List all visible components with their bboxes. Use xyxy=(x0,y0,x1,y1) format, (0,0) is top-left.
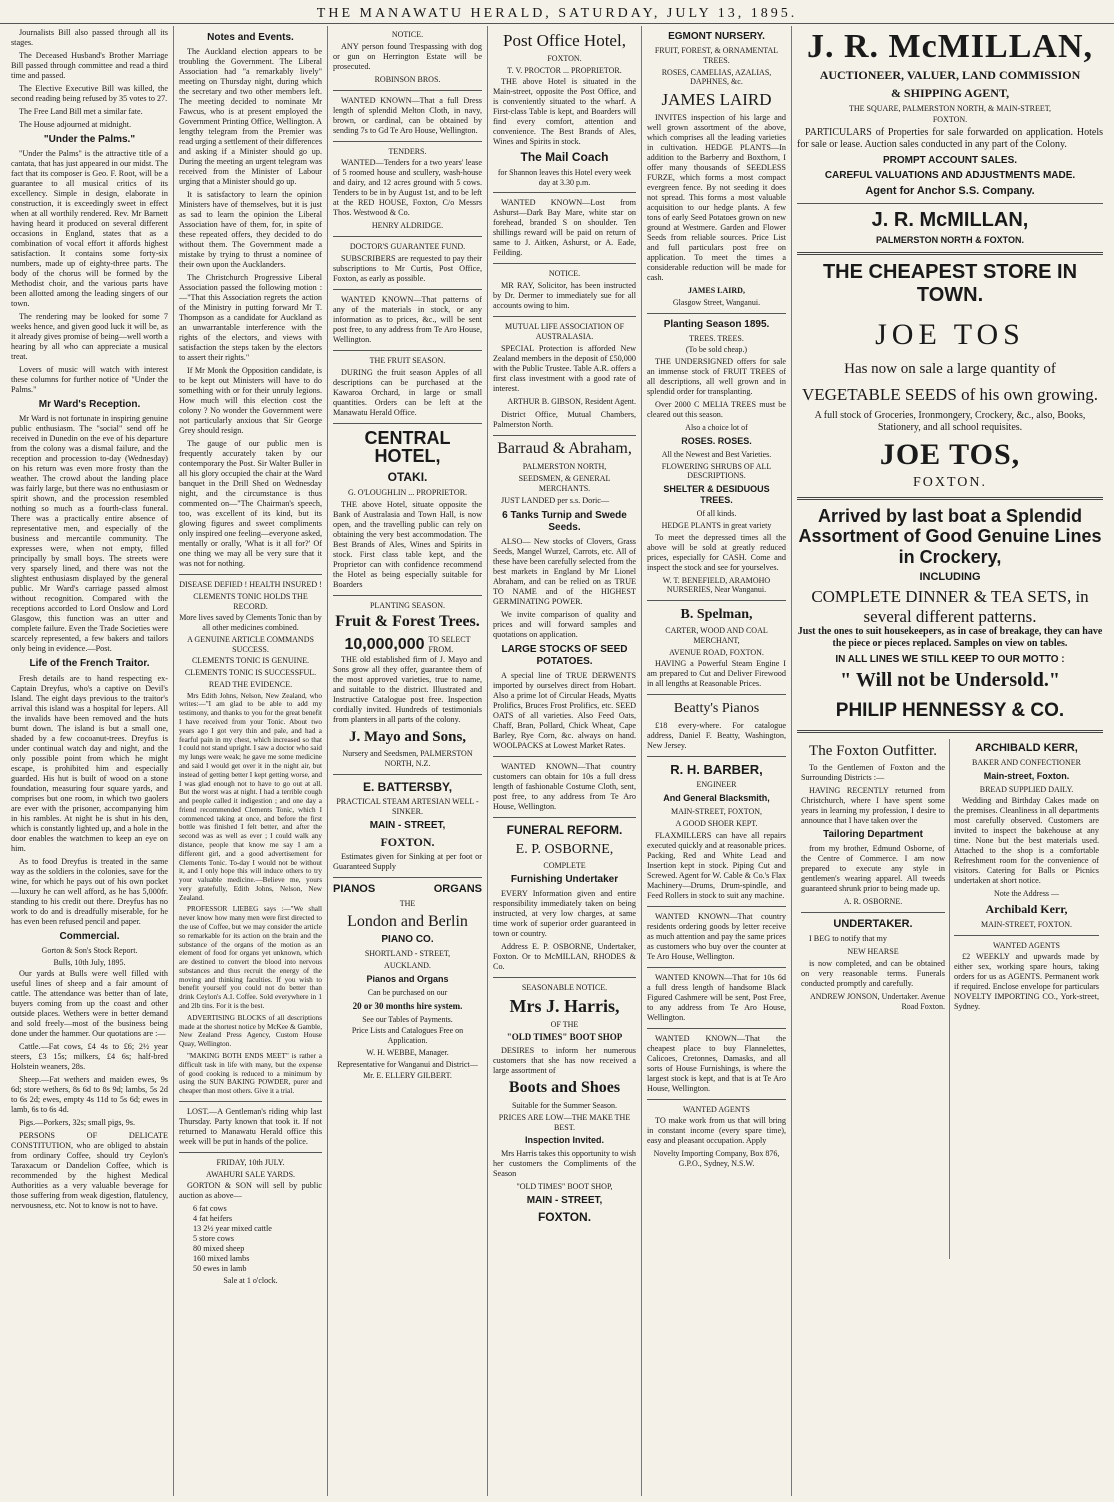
piano-city: AUCKLAND. xyxy=(384,961,431,971)
advert-firm: J. R. McMILLAN, xyxy=(806,28,1094,65)
address: Main-street, Foxton. xyxy=(983,770,1070,781)
piano-street: SHORTLAND - STREET, xyxy=(364,949,451,959)
divider xyxy=(493,435,636,436)
notice-paragraph: WANTED KNOWN—That country customers can obtain for 10s a full dress length of fashionable Costume Cloth, sent, post free, to any address from Te Aro House, Wellington. xyxy=(493,762,636,812)
sale-list-item: 6 fat cows xyxy=(193,1204,227,1214)
advert-heading: LARGE STOCKS OF SEED POTATOES. xyxy=(501,643,628,668)
address: Novelty Importing Company, Box 876, G.P.O., Sydney, N.S.W. xyxy=(653,1149,780,1169)
news-paragraph: The Deceased Husband's Brother Marriage Bill passed through committee and read a third time and passed. xyxy=(11,51,168,80)
advert-paragraph: Just the ones to suit housekeepers, as in case of breakage, they can have the piece or pieces replaced. Samples on view on tables. xyxy=(797,626,1103,650)
news-paragraph: "Under the Palms" is the attractive title of a cantata, that has just appeared in our midst. The fact that its composer is Geo. F. Root, will be a guarantee to all musical critics of its excellency. Simple in design, elaborate in construction, it is exceedingly sweet in effect when at all worthily rendered. Rev. Mr Barnett having heard it produced on several different occasions in England, states that as a combination of vocal effort it affords highest satisfaction. It contains some forty-six numbers, made up of eighty-three parts. The body of the chorus will be formed by the Methodist choir, and the various parts have been allotted among the leading singers of our town. xyxy=(11,149,168,309)
address: AVENUE ROAD, FOXTON. xyxy=(669,647,764,657)
address: MAIN-STREET, FOXTON, xyxy=(670,807,763,817)
divider xyxy=(179,574,322,575)
piano-line: See our Tables of Payments. xyxy=(362,1014,453,1024)
advert-trade: SEEDSMEN, & GENERAL MERCHANTS. xyxy=(518,474,611,493)
address: FOXTON. xyxy=(932,115,968,125)
piano-line: Price Lists and Catalogues Free on Application. xyxy=(351,1026,464,1045)
advert-line: Agent for Anchor S.S. Company. xyxy=(865,184,1035,197)
column-4 xyxy=(488,26,642,1496)
advert-heading: UNDERTAKER. xyxy=(833,917,913,930)
signature: HENRY ALDRIDGE. xyxy=(371,221,444,231)
advert-line: A GENUINE ARTICLE COMMANDS SUCCESS. xyxy=(187,634,314,654)
advert-paragraph: Wedding and Birthday Cakes made on the premises. Cleanliness in all departments most carefully observed. Customers are invited to inspect the bakehouse at any time. None but the best materials used. Attached to the shop is a comfortable Refreshment room for the convenience of visitors. Catering for Balls or Picnics undertaken at short notice. xyxy=(954,796,1099,886)
sale-list-item: 50 ewes in lamb xyxy=(193,1264,247,1274)
sale-time: Sale at 1 o'clock. xyxy=(223,1276,278,1286)
divider xyxy=(647,600,786,601)
advert-trade: CARTER, WOOD AND COAL MERCHANT, xyxy=(665,626,768,645)
news-paragraph: The House adjourned at midnight. xyxy=(19,120,132,129)
motto: " Will not be Undersold." xyxy=(840,668,1060,691)
advert-heading: FUNERAL REFORM. xyxy=(506,823,623,838)
divider xyxy=(801,912,945,913)
hotel-proprietor: G. O'LOUGHLIN ... PROPRIETOR. xyxy=(347,487,468,497)
advert-line: NEW HEARSE xyxy=(847,947,899,957)
hotel-town: OTAKI. xyxy=(387,470,428,485)
coach-times: for Shannon leaves this Hotel every week day at 3.30 p.m. xyxy=(497,167,632,187)
advert-line: CLEMENTS TONIC HOLDS THE RECORD. xyxy=(193,591,308,611)
article-heading: Mr Ward's Reception. xyxy=(38,399,141,411)
notice-heading: WANTED AGENTS xyxy=(683,1104,750,1114)
address: PALMERSTON NORTH & FOXTON. xyxy=(875,235,1024,246)
advert-line: (To be sold cheap.) xyxy=(685,345,748,355)
divider xyxy=(493,316,636,317)
notice-paragraph: WANTED KNOWN—That country residents ordering goods by letter receive as much attention and pay the same prices as customers who buy over the counter at Te Aro House, Wellington. xyxy=(647,911,786,961)
advert-paragraph: Estimates given for Sinking at per foot or Guaranteed Supply xyxy=(333,852,482,872)
hotel-name: CENTRAL HOTEL, xyxy=(364,427,451,467)
signature: ARTHUR B. GIBSON, Resident Agent. xyxy=(507,396,636,406)
sale-list xyxy=(179,1204,322,1274)
advert-line: CLEMENTS TONIC IS SUCCESSFUL. xyxy=(184,668,317,678)
advert-title: Boots and Shoes xyxy=(508,1079,621,1097)
piano-offer: Pianos and Organs xyxy=(366,973,449,984)
notice-heading: PLANTING SEASON. xyxy=(369,600,446,610)
advert-firm: ARCHIBALD KERR, xyxy=(975,741,1078,754)
news-paragraph: The Christchurch Progressive Liberal Association passed the following motion :—"That this Association regrets the action of the Ministry in putting forward Mr T. Thompson as a candidate for Auckland as an unwarrantable interference with the rights of the electors, and views with satisfaction the steps taken by the electors to assert their rights." xyxy=(179,273,322,363)
advert-paragraph: JUST LANDED per s.s. Doric— xyxy=(501,495,610,505)
news-paragraph: The Auckland election appears to be troubling the Government. The Liberal Association had "a remarkably lively" meeting on Thursday night, during which the secretary and two other members left. The meeting decided to nominate Mr Fawcus, who is at present employed the Government Printing Office, Wellington. A lengthy telegram from the Premier was read urging a settlement of their differences and asking if a Minister should go up. During the meeting an urgent telegram was received from the Minister of Labour urging that a Minister should go up. xyxy=(179,47,322,187)
advert-heading: Inspection Invited. xyxy=(524,1135,604,1146)
masthead: THE MANAWATU HERALD, SATURDAY, JULY 13, 1895. xyxy=(0,0,1114,24)
notice-heading: SEASONABLE NOTICE. xyxy=(521,982,608,992)
advert-shop: "OLD TIMES" BOOT SHOP, xyxy=(516,1182,613,1192)
piano-manager: W. H. WEBBE, Manager. xyxy=(366,1047,449,1057)
advert-paragraph: from my brother, Edmund Osborne, of the Centre of Commerce. I am now prepared to execute any style in gentlemen's wearing apparel. All tweeds guaranteed shrunk prior to being made up. xyxy=(801,844,945,894)
advert-line: FLOWERING SHRUBS OF ALL DESCRIPTIONS. xyxy=(661,461,772,481)
article-heading: Life of the French Traitor. xyxy=(29,658,150,670)
advert-trade: & SHIPPING AGENT, xyxy=(890,86,1010,101)
advert-paragraph: We invite comparison of quality and prices and will forward samples and quotations on application. xyxy=(493,609,636,639)
advert-line: More lives saved by Clements Tonic than by all other medicines combined. xyxy=(179,613,322,633)
advert-line: A GOOD SHOER KEPT. xyxy=(675,818,758,828)
advert-line: OF THE xyxy=(550,1019,579,1029)
news-paragraph: Journalists Bill also passed through all its stages. xyxy=(11,28,168,47)
piano-header xyxy=(333,883,482,896)
hotel-proprietor: T. V. PROCTOR ... PROPRIETOR. xyxy=(507,65,622,75)
news-paragraph: Sheep.—Fat wethers and maiden ewes, 9s 6d; store wethers, 8s 6d to 8s 9d; lambs, 5s 2d to 6s 2d; ewes, empty 4s 11d to 5s 6d; ewes in lamb, 6s to 6s 4d. xyxy=(11,1075,168,1115)
address: THE SQUARE, PALMERSTON NORTH, & MAIN-STREET, xyxy=(848,103,1052,113)
advert-firm: E. BATTERSBY, xyxy=(362,779,453,794)
advert-line: PRICES ARE LOW—THE MAKE THE BEST. xyxy=(498,1112,631,1132)
crockery-offer: COMPLETE DINNER & TEA SETS, in several different patterns. xyxy=(811,587,1089,626)
advert-paragraph: £18 every-where. For catalogue address, Daniel F. Beatty, Washington, New Jersey. xyxy=(647,720,786,750)
advert-heading: ROSES. ROSES. xyxy=(681,435,752,446)
advert-line: Note the Address — xyxy=(993,889,1060,899)
news-paragraph: If Mr Monk the Opposition candidate, is to be kept out Ministers will have to do something with or for their unruly legions. How much will this election cost the colony ? No wonder the Government were not particularly anxious that Sir George Grey should resign. xyxy=(179,366,322,436)
divider xyxy=(493,977,636,978)
notice-paragraph: LOST.—A Gentleman's riding whip last Thursday. Party known that took it. If not returned to Manawatu Herald office this week will be put in hands of the police. xyxy=(179,1106,322,1146)
news-paragraph: The Free Land Bill met a similar fate. xyxy=(19,107,143,116)
advert-count-row xyxy=(333,635,482,655)
news-paragraph: Fresh details are to hand respecting ex-Captain Dreyfus, who's a captive on Devil's Island. The eight days previous to the traitor's arrival this island was a hospital for lepers. All the invalids have been removed and the huts burnt down. The island is but a small one, shaded by a few cocoanut-trees. Dreyfus is under continual watch day and night, and the only possible point from which he might escape, is prohibited him and especially guarded. His hut is built of wood on a stone foundation, measuring four square yards, and comprises but one room, in which two gaolers are ever with the prisoner, accompanying him in his rambles. At night he is shut in his den, which is constantly lighted up, and a hole in the door enables the watchmen to keep an eye on him. xyxy=(11,673,168,853)
advert-heading: Tailoring Department xyxy=(823,828,923,840)
divider xyxy=(333,877,482,878)
news-paragraph: Lovers of music will watch with interest these columns for further notice of "Under the Palms." xyxy=(11,365,168,395)
signature: W. T. BENEFIELD, ARAMOHO NURSERIES, Near Wanganui. xyxy=(662,575,771,595)
divider xyxy=(647,1099,786,1100)
advert-town: PALMERSTON NORTH, xyxy=(522,462,607,472)
advert-paragraph: is now completed, and can be obtained on very reasonable terms. Funerals conducted promptly and carefully. xyxy=(801,958,945,988)
column-5 xyxy=(642,26,792,1496)
column-2 xyxy=(174,26,328,1496)
advert-heading: PROMPT ACCOUNT SALES. xyxy=(882,154,1018,166)
advert-town: FOXTON. xyxy=(537,1210,592,1225)
divider xyxy=(333,141,482,142)
notice-paragraph: WANTED KNOWN—That a full Dress length of splendid Melton Cloth, in navy, brown, or cardinal, can be obtained by sending 7s to Gd Te Aro House, Wellington. xyxy=(333,95,482,135)
advert-paragraph: Over 2000 C MELIA TREES must be cleared out this season. xyxy=(647,400,786,420)
article-heading: Notes and Events. xyxy=(207,32,294,43)
advert-firm: E. P. OSBORNE, xyxy=(515,841,614,857)
advert-firm: Mrs J. Harris, xyxy=(509,995,620,1016)
article-heading: "Under the Palms." xyxy=(43,134,136,145)
advert-paragraph: Mrs Harris takes this opportunity to wish her customers the Compliments of the Season xyxy=(493,1149,636,1179)
address: MAIN-STREET, FOXTON. xyxy=(980,919,1073,929)
divider xyxy=(493,756,636,757)
store-owner: JOE TOS xyxy=(875,318,1025,352)
article-heading: Commercial. xyxy=(59,930,120,942)
advert-street: MAIN - STREET, xyxy=(526,1195,603,1207)
split-adverts xyxy=(797,739,1103,1259)
piano-company: London and Berlin xyxy=(347,912,468,930)
news-paragraph: As to food Dreyfus is treated in the same way as the soldiers in the colonies, save for the wine, for which he pays out of his own pocket—luxury he can well afford, as he has 5,000fr. standing to his credit out there. Dreyfus has no work to do and is dreadfully miserable, for he has even been refused pencil and paper. xyxy=(11,856,168,926)
news-paragraph: The rendering may be looked for some 7 weeks hence, and given good luck it will be, as it already gives promise of being—well worth a hearing by all who can appreciate a musical treat. xyxy=(11,312,168,362)
column-1 xyxy=(6,26,174,1496)
notice-heading: NOTICE. xyxy=(548,269,581,279)
hotel-town: FOXTON. xyxy=(547,53,582,63)
piano-word: PIANOS xyxy=(333,883,376,896)
notice-paragraph: WANTED KNOWN—That patterns of any of the materials in stock, or any information as to prices, &c., will be sent post free, to any address from Te Aro House, Wellington. xyxy=(333,294,482,344)
address: FOXTON. xyxy=(912,474,988,490)
crockery-heading: Arrived by last boat a Splendid Assortment of Good Genuine Lines in Crockery, xyxy=(798,505,1102,567)
advert-firm: Beatty's Pianos xyxy=(673,701,760,717)
notice-paragraph: MR RAY, Solicitor, has been instructed by Dr. Dermer to immediately sue for all accounts owing to him. xyxy=(493,281,636,311)
divider xyxy=(179,1152,322,1153)
crockery-line: INCLUDING xyxy=(919,570,981,583)
divider xyxy=(647,313,786,314)
advert-heading: CAREFUL VALUATIONS AND ADJUSTMENTS MADE. xyxy=(824,169,1076,181)
sale-list-item: 160 mixed lambs xyxy=(193,1254,250,1264)
advert-line: HEDGE PLANTS in great variety xyxy=(661,520,772,530)
signature: A. R. OSBORNE. xyxy=(843,897,903,907)
hotel-name: Post Office Hotel, xyxy=(503,31,626,50)
advert-paragraph: EVERY Information given and entire responsibility immediately taken on being instructed, at very low charges, at same time work of superior order guaranteed in town or country. xyxy=(493,888,636,938)
advert-firm: Barraud & Abraham, xyxy=(497,440,632,458)
advert-paragraph: I BEG to notify that my xyxy=(809,934,888,944)
sale-list-item: 4 fat heifers xyxy=(193,1214,233,1224)
report-title: Gorton & Son's Stock Report. xyxy=(41,945,138,955)
store-heading: THE CHEAPEST STORE IN TOWN. xyxy=(822,261,1078,307)
page-columns xyxy=(6,26,1108,1496)
advert-street: MAIN - STREET, xyxy=(369,819,446,831)
advert-heading: SHELTER & DESIDUOUS TREES. xyxy=(663,484,770,506)
notice-paragraph: WANTED—Tenders for a two years' lease of 5 roomed house and scullery, wash-house and dairy, and 12 acres ground with 5 cows. Tenders to be in by August 1st, and to be left at the RED HOUSE, Foxton, C/o Messrs Thos. Westwood & Co. xyxy=(333,158,482,218)
advert-paragraph: Mrs Edith Johns, Nelson, New Zealand, who writes:—"I am glad to be able to add my testimony, and thanks to you for the great benefit I have received from your Tonic. About two years ago I got very thin and pale, and had a fearful pain in my chest, which increased so that I could not stand upright. I saw a doctor who said my lungs were weak; he gave me some medicine and said I would get over it in the night air, but instead of getting better I kept getting worse, and I was glad enough not to have to go out at all. But the worst was at night. I had a terrible cough and people called it indigestion ; and one day a friend recommended Clements Tonic, which I commenced taking at once, and before the first bottle was finished I felt better, and after the second was as well as ever ; I could walk any distance, people that know me say I am a different girl, and a good advertisement for Clements Tonic. To-day I would not be without it, and I only hope this will induce others to try your valuable medicine.—Believe me, yours very gratefully, Edith Johns, Nelson, New Zealand. xyxy=(179,691,322,902)
notice-paragraph: WANTED KNOWN—That for 10s 6d a full dress length of handsome Black Figured Cashmere will be sent, Post Free, to any address from Te Aro House, Wellington. xyxy=(647,972,786,1022)
store-owner: JOE TOS, xyxy=(879,437,1021,471)
divider xyxy=(493,817,636,818)
advert-firm: R. H. BARBER, xyxy=(670,761,763,777)
advert-paragraph: A full stock of Groceries, Ironmongery, Crockery, &c., also, Books, Stationery, and all school requisites. xyxy=(814,410,1086,434)
notice-paragraph: District Office, Mutual Chambers, Palmerston North. xyxy=(493,410,636,430)
notice-paragraph: WANTED KNOWN—That the cheapest place to buy Flannelettes, Calicoes, Cretonnes, Damasks, and all sorts of House Furnishings, is where the largest stock is kept, and that is at Te Aro House, Wellington. xyxy=(647,1033,786,1093)
divider xyxy=(493,192,636,193)
divider xyxy=(797,252,1103,255)
news-paragraph: The gauge of our public men is frequently accurately taken by our contemporary the Post. Sir Walter Buller in all his glory occupied the chair at the Ward banquet in the Drill Shed on Wednesday night, and the circumstance is thus commented on—"The Chairman's speech, too, was excellent of its kind, but its glowing figures and sweet compliments only inspired one feeling—everyone asked, mentally or orally, 'What is it all for?' Of one thing we may all be very sure that it was not for nothing. xyxy=(179,439,322,569)
news-paragraph: It is satisfactory to learn the opinion Ministers have of themselves, but it is just as sad to learn the opinion the Liberal Association have of them, for, in spite of these repeated offers, they decided to do without them. The Government made a mistake by trying to thrust a nominee of their own upon the Aucklanders. xyxy=(179,190,322,270)
divider xyxy=(333,289,482,290)
split-right xyxy=(950,739,1103,1259)
divider xyxy=(797,203,1103,204)
advert-line: Suitable for the Summer Season. xyxy=(511,1101,618,1111)
signature: ANDREW JONSON, Undertaker. Avenue Road Foxton. xyxy=(809,991,945,1011)
news-paragraph: Pigs.—Porkers, 32s; small pigs, 9s. xyxy=(19,1118,136,1128)
piano-the: THE xyxy=(399,898,416,908)
advert-firm: Archibald Kerr, xyxy=(985,902,1068,917)
divider xyxy=(647,694,786,695)
piano-line: Can be purchased on our xyxy=(367,987,448,997)
divider xyxy=(333,595,482,596)
divider xyxy=(797,497,1103,500)
advert-paragraph: THE old established firm of J. Mayo and Sons grow all they offer, guarantee them of the most approved varieties, true to name, and suitable to the district. Illustrated and Instructive Catalogue post free. Inspection cordially invited. Hundreds of testimonials from planters in all parts of the colony. xyxy=(333,654,482,724)
divider xyxy=(333,350,482,351)
divider xyxy=(179,1101,322,1102)
advert-paragraph: To the Gentlemen of Foxton and the Surrounding Districts :— xyxy=(801,762,945,782)
news-paragraph: The Elective Executive Bill was killed, the second reading being refused by 35 votes to 27. xyxy=(11,84,168,103)
divider xyxy=(954,935,1099,936)
advert-paragraph: THE above Hotel, situate opposite the Bank of Australasia and Town Hall, is now open, and the travelling public can rely on obtaining the very best accommodation. The Best Brands of Ales, Wines and Spirits in stock. First class table kept, and the Proprietor can with confidence recommend the Hotel as being especially suitable for Boarders xyxy=(333,499,482,589)
divider xyxy=(647,756,786,757)
advert-paragraph: INVITES inspection of his large and well grown assortment of the above, which comprises all the leading varieties in cultivation. HEDGE PLANTS—In addition to the Barberry and Boxthorn, I offer many thousands of SEEDLESS FURZE, which forms a most compact evergreen fence. By not seeding it does not spread. This forms a most valuable acquisition to our hedge plants. A few tons of early Seed Potatoes grown on new ground at Westmere. Garden and Flower Seeds from reliable sources. Price List and full particulars post free on application. To meet the times a considerable reduction will be made for cash. xyxy=(647,113,786,283)
piano-representative: Mr. E. ELLERY GILBERT. xyxy=(363,1071,452,1081)
split-left xyxy=(797,739,950,1259)
news-paragraph: Mr Ward is not fortunate in inspiring genuine public enthusiasm. The "social" send off he received in Dunedin on the eve of his departure from the colony was a dismal failure, and the reception and procession to-day (Wednesday) on his return was even more frosty than the weather. The crowd about the landing place was fairly large, but there was no enthusiasm or spirit shown, and the procession resembled nothing so much as a fourth-class funeral. There was a practically entire absence of representative men, and especially of the business and mercantile community. The expresses were, when not empty, filled principally by small boys. The streets were very sparsely lined, and there was not the slightest enthusiasm displayed by the general public. Mr Ward's carriage passed almost without recognition. Compared with the receptions accorded to Lord Onslow and Lord Glasgow, this function was an utter and complete failure. Even the Trade Societies were scarcely represented, a few bakers and tailors only being in evidence.—Post. xyxy=(11,414,168,654)
divider xyxy=(647,906,786,907)
advert-firm: The Foxton Outfitter. xyxy=(809,742,937,759)
notice-heading: WANTED AGENTS xyxy=(993,940,1060,950)
advert-line: BREAD SUPPLIED DAILY. xyxy=(979,784,1074,794)
advert-trade: ENGINEER xyxy=(696,780,737,790)
column-3 xyxy=(328,26,488,1496)
piano-co: PIANO CO. xyxy=(381,934,434,946)
notice-paragraph: £2 WEEKLY and upwards made by either sex, working spare hours, taking orders for us as AGENTS. Permanent work if required. Enclose envelope for particulars NOVELTY IMPORTING CO., York-street, Sydney. xyxy=(954,952,1099,1012)
advert-title: Fruit & Forest Trees. xyxy=(335,613,480,631)
advert-firm: B. Spelman, xyxy=(680,607,753,623)
divider xyxy=(493,263,636,264)
advert-paragraph: DESIRES to inform her numerous customers that she has now received a large assortment of xyxy=(493,1046,636,1076)
advert-paragraph: PROFESSOR LIEBEG says :—"We shall never know how many men were first directed to the use of Coffee, but we may consider the article so remarkable for its action on the brain and the substance of the organs of the motion as an element of food for organs yet unknown, which are destined to convert the blood into nervous substances and thus recruit the energy of the moving and thinking faculties. If you wish to benefit yourself you could not do better than drink Ceylon's A.I. Coffee. Sold everywhere in 1 and 2lb tins. For it is the best. xyxy=(179,905,322,1011)
advert-count: 10,000,000 xyxy=(344,636,425,654)
advert-paragraph: THE above Hotel is situated in the Main-street, opposite the Post Office, and is conveniently situated to the wharf. A First-class Table is kept, and Boarders will find every comfort, attention and convenience. The Best Brands of Ales, Wines and Spirits in stock. xyxy=(493,77,636,147)
sale-list-item: 5 store cows xyxy=(193,1234,234,1244)
divider xyxy=(647,1028,786,1029)
signature: ROBINSON BROS. xyxy=(374,74,441,84)
address: Glasgow Street, Wanganui. xyxy=(672,297,761,307)
piano-line: Representative for Wanganui and District— xyxy=(337,1059,478,1069)
advert-line: READ THE EVIDENCE. xyxy=(208,679,293,689)
nursery-name: EGMONT NURSERY. xyxy=(668,31,765,42)
nursery-line: ROSES, CAMELIAS, AZALIAS, DAPHNES, &c. xyxy=(661,67,772,87)
advert-paragraph: THE UNDERSIGNED offers for sale an immense stock of FRUIT TREES of all descriptions, all well grown and in splendid order for transplanting. xyxy=(647,357,786,397)
nursery-owner: JAMES LAIRD xyxy=(661,90,772,110)
advert-paragraph: PARTICULARS of Properties for sale forwarded on application. Hotels for sale or lease. Auction sales conducted in any part of the Colony. xyxy=(797,127,1103,151)
advert-paragraph: FLAXMILLERS can have all repairs executed quickly and at reasonable prices. Packing, Red and White Lead and Insertion kept in stock. Piping Cut and Screwed. Agent for W. Cable & Co.'s Flax Machinery—Drums, Drum-spindle, and Feed Rollers in stock to suit any machine. xyxy=(647,830,786,900)
advert-line: CLEMENTS TONIC IS GENUINE. xyxy=(191,656,310,666)
advert-paragraph: Address E. P. OSBORNE, Undertaker, Foxton. Or to McMILLAN, RHODES & Co. xyxy=(493,941,636,971)
advert-line: COMPLETE xyxy=(543,860,586,870)
notice-heading: TENDERS. xyxy=(388,146,427,156)
advert-firm: J. Mayo and Sons, xyxy=(348,728,467,745)
advert-shop: "OLD TIMES" BOOT SHOP xyxy=(506,1032,623,1043)
advert-firm: J. R. McMILLAN, xyxy=(871,209,1029,232)
sale-list-item: 13 2½ year mixed cattle xyxy=(193,1224,272,1234)
advert-paragraph: HAVING a Powerful Steam Engine I am prepared to Cut and Deliver Firewood in all lengths at Reasonable Prices. xyxy=(647,659,786,689)
column-6 xyxy=(792,26,1108,1496)
advert-paragraph: ADVERTISING BLOCKS of all descriptions made at the shortest notice by McKee & Gamble, New Zealand Press Agency, Custom House Quay, Wellington. xyxy=(179,1013,322,1049)
advert-paragraph: HAVING RECENTLY returned from Christchurch, where I have spent some years in learning my profession, I desire to announce that I have taken over the xyxy=(801,785,945,825)
news-paragraph: Cattle.—Fat cows, £4 4s to £6; 2½ year steers, £3 15s; milkers, £4 6s; half-bred Holstein weaners, 28s. xyxy=(11,1042,168,1072)
advert-firm: PHILIP HENNESSY & CO. xyxy=(835,699,1065,721)
advert-trade: AUCTIONEER, VALUER, LAND COMMISSION xyxy=(819,68,1081,83)
piano-hire: 20 or 30 months hire system. xyxy=(352,1000,463,1011)
advert-paragraph: ALSO— New stocks of Clovers, Grass Seeds, Mangel Wurzel, Carrots, etc. All of these have been carefully selected from the best markets in England by Mr Lionel Abraham, and can be relied on as TRUE TO NAME and of the HIGHEST GERMINATING POWER. xyxy=(493,536,636,606)
advert-trade: Furnishing Undertaker xyxy=(510,873,619,885)
notice-paragraph: ANY person found Trespassing with dog or gun on Herrington Estate will be prosecuted. xyxy=(333,41,482,71)
signature: JAMES LAIRD, xyxy=(688,286,745,296)
notice-paragraph: SPECIAL Protection is afforded New Zealand members in the deposit of £50,000 with the Public Trustee. Table A.R. offers a first class investment with a good rate of interest. xyxy=(493,343,636,393)
advert-paragraph: A special line of TRUE DERWENTS imported by ourselves direct from Hobart. Also a prime lot of Circular Heads, Myatts Prolifics, Bruces Frost Prolifics, etc. SEED OATS of all varieties. Also Feed Oats, Chaff, Bran, Pollard, Chick Wheat, Cape Barley, Rye Corn, &c. always on hand. WOOLPACKS at Lowest Market Rates. xyxy=(493,671,636,751)
organ-word: ORGANS xyxy=(433,883,482,896)
advert-firm-address: Nursery and Seedsmen, PALMERSTON NORTH, N.Z. xyxy=(342,749,473,768)
divider xyxy=(333,90,482,91)
divider xyxy=(647,967,786,968)
advert-trade: BAKER AND CONFECTIONER xyxy=(972,757,1081,767)
advert-line: DISEASE DEFIED ! HEALTH INSURED ! xyxy=(179,580,322,590)
notice-heading: MUTUAL LIFE ASSOCIATION OF AUSTRALASIA. xyxy=(504,322,625,341)
store-line: Has now on sale a large quantity of xyxy=(844,360,1056,377)
divider xyxy=(333,236,482,237)
sale-date: FRIDAY, 10th JULY. xyxy=(216,1157,285,1167)
motto-line: IN ALL LINES WE STILL KEEP TO OUR MOTTO : xyxy=(835,653,1065,665)
divider xyxy=(333,774,482,775)
nursery-line: FRUIT, FOREST, & ORNAMENTAL TREES. xyxy=(654,46,779,65)
advert-trade: PRACTICAL STEAM ARTESIAN WELL - SINKER. xyxy=(336,797,479,816)
advert-line: All the Newest and Best Varieties. xyxy=(661,449,772,459)
notice-paragraph: TO make work from us that will bring in constant income (every spare time), easy and pleasant occupation. Apply xyxy=(647,1116,786,1146)
report-dateline: Bulls, 10th July, 1895. xyxy=(53,957,126,967)
notice-paragraph: GORTON & SON will sell by public auction as above— xyxy=(179,1181,322,1201)
advert-town: FOXTON. xyxy=(380,834,435,849)
notice-heading: DOCTOR'S GUARANTEE FUND. xyxy=(349,242,466,251)
notice-paragraph: SUBSCRIBERS are requested to pay their subscriptions to Mr Curtis, Post Office, Foxton, as early as possible. xyxy=(333,253,482,283)
divider xyxy=(333,423,482,424)
advert-line: Also a choice lot of xyxy=(685,423,748,433)
sale-venue: AWAHURI SALE YARDS. xyxy=(205,1169,296,1179)
advert-heading: TREES. TREES. xyxy=(689,333,744,343)
advert-paragraph: PERSONS OF DELICATE CONSTITUTION, who are obliged to abstain from ordinary Coffee, should try Ceylon's Taraxacum or Dandelion Coffee, which is recommended by the highest Medical Authorities as a very valuable beverage for those suffering from weak digestion, flatulency, nervousness, etc. Not to know is not to have. xyxy=(11,1131,168,1211)
advert-trade: And General Blacksmith, xyxy=(663,793,770,804)
divider xyxy=(797,730,1103,733)
news-paragraph: Our yards at Bulls were well filled with useful lines of sheep and a fair amount of cattle. The attendance was better than of late, buyers coming from up the coast and other outside places. Wethers were in better demand and sold freely—most of the business being done under the hammer. Our quotations are :— xyxy=(11,969,168,1039)
advert-heading: 6 Tanks Turnip and Swede Seeds. xyxy=(502,509,627,533)
advert-paragraph: "MAKING BOTH ENDS MEET" is rather a difficult task in life with many, but the expense of good cooking is reduced to a minimum by using the SUN BAKING POWDER, purer and cheaper than most others. Give it a trial. xyxy=(179,1051,322,1096)
advert-line: Of all kinds. xyxy=(696,509,737,519)
advert-heading: Planting Season 1895. xyxy=(663,318,770,330)
advert-paragraph: To meet the depressed times all the above will be sold at greatly reduced prices, especially for CASH. Come and inspect the stock and see for yourselves. xyxy=(647,532,786,572)
coach-title: The Mail Coach xyxy=(520,150,609,165)
notice-paragraph: WANTED KNOWN—Lost from Ashurst—Dark Bay Mare, white star on forehead, branded S on shoulder. Ten shillings reward will be paid on return of same to J. Aitken, Ashurst, or A. Eade, Feilding. xyxy=(493,198,636,258)
advert-count-caption: TO SELECT FROM. xyxy=(428,635,471,654)
notice-heading: NOTICE. xyxy=(391,30,424,39)
notice-paragraph: DURING the fruit season Apples of all descriptions can be purchased at the Kawaroa Orchard, in large or small quantities. Orders can be left at the Manawatu Herald Office. xyxy=(333,367,482,417)
store-offer: VEGETABLE SEEDS of his own growing. xyxy=(801,384,1099,404)
sale-list-item: 80 mixed sheep xyxy=(193,1244,245,1254)
notice-heading: THE FRUIT SEASON. xyxy=(369,355,446,365)
